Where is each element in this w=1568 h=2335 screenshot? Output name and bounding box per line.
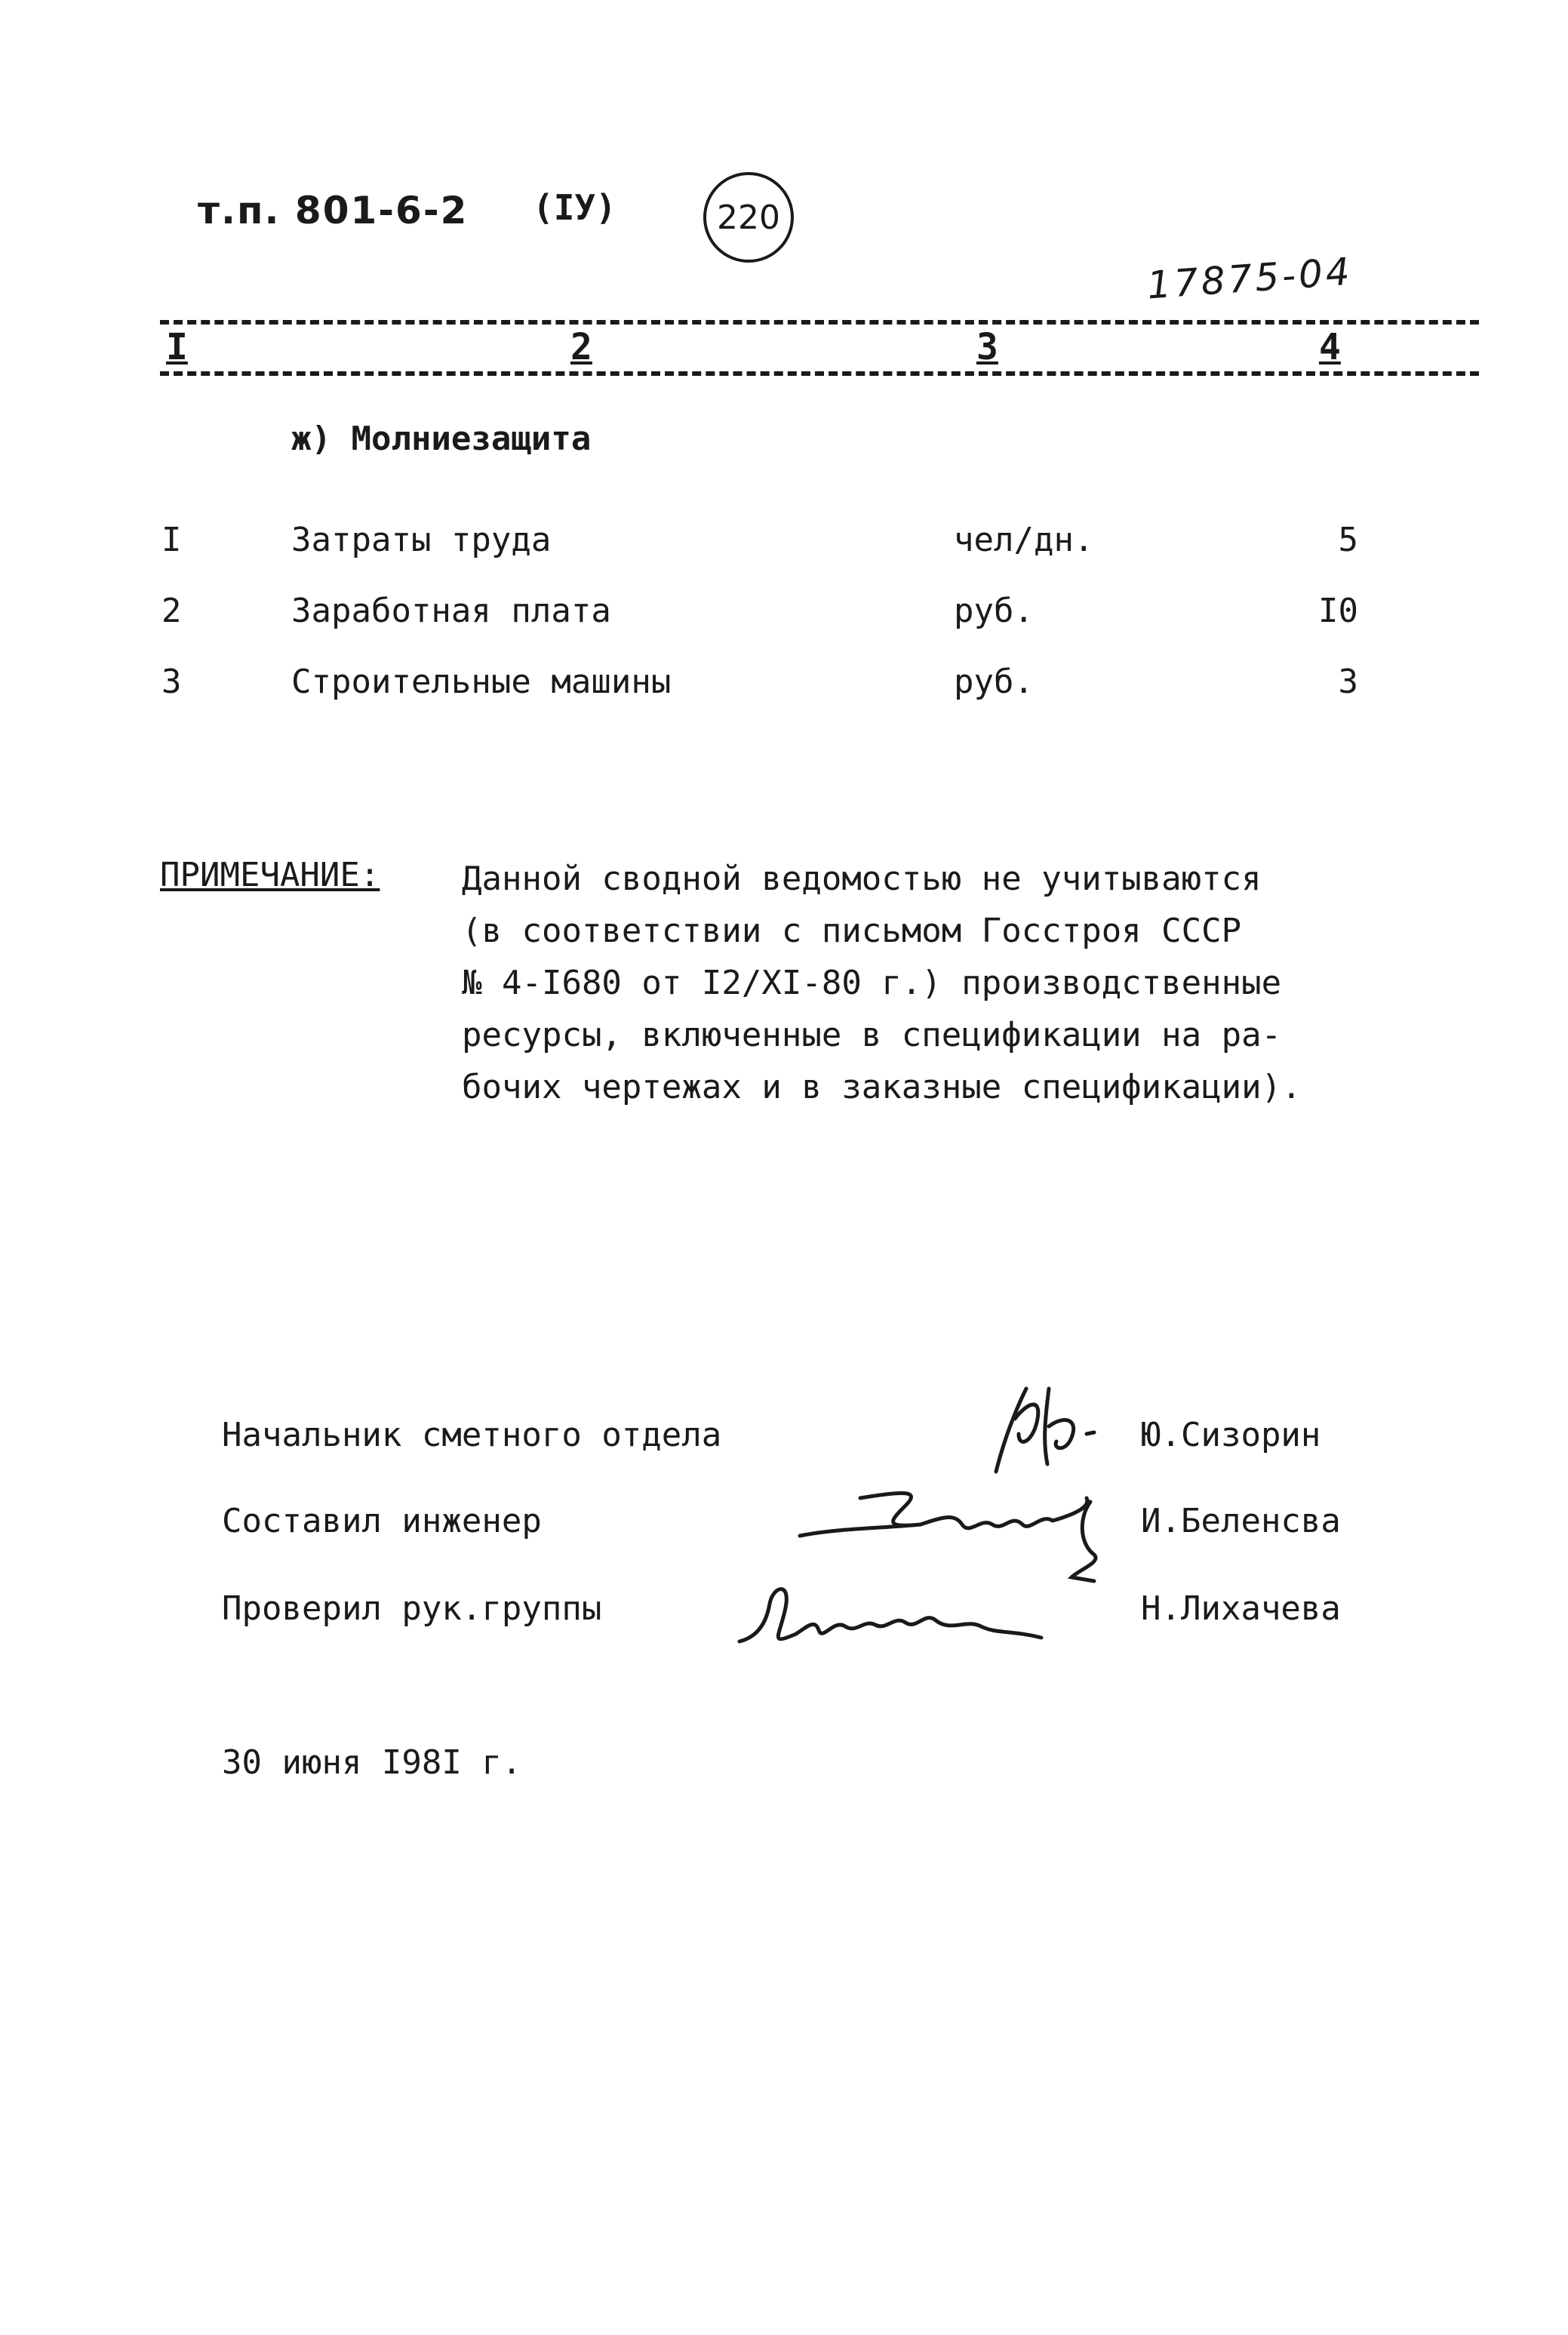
row-value: I0	[1318, 592, 1358, 630]
handwritten-number: 17875-04	[1145, 249, 1354, 308]
note-body	[462, 853, 1382, 1113]
row-value: 5	[1338, 521, 1358, 559]
signatory-role: Проверил рук.группы	[222, 1589, 602, 1628]
page-number: 220	[717, 198, 780, 237]
signatory-role: Составил инженер	[222, 1502, 542, 1540]
note-line: ресурсы, включенные в спецификации на ра-	[462, 1016, 1282, 1054]
row-unit: чел/дн.	[954, 521, 1094, 559]
note-label: ПРИМЕЧАНИЕ:	[160, 856, 380, 894]
column-number-2: 2	[566, 326, 597, 368]
signatory-name: И.Беленсва	[1141, 1502, 1341, 1540]
row-number: I	[161, 521, 182, 559]
signature-scribble-1	[973, 1374, 1124, 1479]
note-line: Данной сводной ведомостью не учитываются	[462, 860, 1262, 898]
row-number: 2	[161, 592, 182, 630]
column-number-3: 3	[972, 326, 1003, 368]
row-value: 3	[1338, 663, 1358, 701]
column-number-4: 4	[1314, 326, 1345, 368]
page-number-circle	[703, 172, 794, 263]
row-unit: руб.	[954, 592, 1034, 630]
row-name: Затраты труда	[291, 521, 552, 559]
column-number-1: I	[161, 326, 192, 368]
section-title: ж) Молниезащита	[291, 420, 592, 458]
row-name: Заработная плата	[291, 592, 611, 630]
signatory-name: Н.Лихачева	[1141, 1589, 1341, 1628]
signature-scribble-3	[724, 1566, 1056, 1657]
volume-label: (IУ)	[533, 187, 616, 228]
row-number: 3	[161, 663, 182, 701]
signatory-role: Начальник сметного отдела	[222, 1416, 722, 1454]
note-line: № 4-I680 от I2/XI-80 г.) производственные	[462, 964, 1282, 1002]
signatory-name: Ю.Сизорин	[1141, 1416, 1321, 1454]
note-line: (в соответствии с письмом Госстроя СССР	[462, 912, 1242, 950]
dashed-rule-bottom	[160, 371, 1479, 376]
row-name: Строительные машины	[291, 663, 672, 701]
note-line: бочих чертежах и в заказные спецификации).	[462, 1068, 1302, 1106]
dashed-rule-top	[160, 320, 1479, 325]
row-unit: руб.	[954, 663, 1034, 701]
document-code: т.п. 801-6-2	[198, 189, 469, 232]
document-date: 30 июня I98I г.	[222, 1743, 522, 1782]
